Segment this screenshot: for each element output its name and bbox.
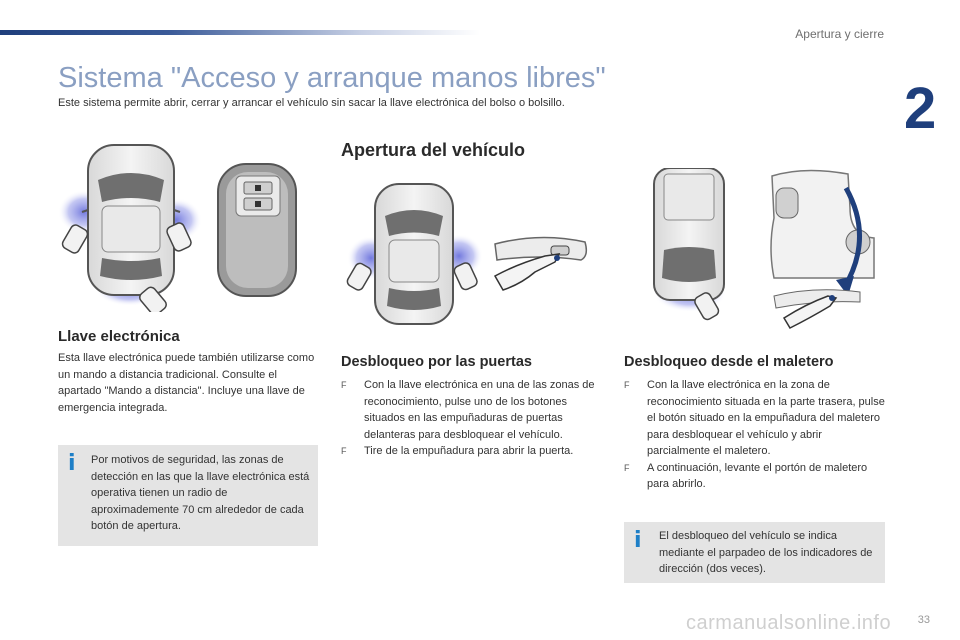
bullet-icon: F [624, 462, 630, 473]
chapter-number: 2 [904, 76, 937, 141]
bullet-icon: F [341, 380, 347, 390]
vehicle-opening-heading: Apertura del vehículo [341, 140, 526, 160]
watermark: carmanualsonline.info [686, 612, 892, 634]
header-accent-bar [0, 30, 480, 35]
boot-unlock-heading: Desbloqueo desde el maletero [624, 354, 834, 370]
door-unlock-illustration [345, 180, 595, 330]
unlock-signal-info-text: El desbloqueo del vehículo se indica mediante el parpadeo de los indicadores de dirección (dos veces). [659, 530, 873, 575]
door-unlock-heading: Desbloqueo por las puertas [341, 354, 532, 370]
list-item: F Con la llave electrónica en una de las zonas de reconocimiento, pulse uno de los botones situados en las empuñaduras de puertas delanteras para desbloquear el vehículo. [341, 379, 595, 441]
page-intro: Este sistema permite abrir, cerrar y arrancar el vehículo sin sacar la llave electrónica del bolso o bolsillo. [58, 97, 565, 109]
chapter-title: Apertura y cierre [795, 27, 884, 41]
unlock-signal-info-box [624, 522, 885, 583]
list-item: F Con la llave electrónica en la zona de reconocimiento situada en la parte trasera, pulse el botón situado en la empuñadura del maletero para desbloquear el vehículo y abrir parcialmente el maletero. [624, 379, 885, 457]
security-info-text: Por motivos de seguridad, las zonas de detección en las que la llave electrónica está operativa tienen un radio de aproximademente 70 cm alrededor de cada botón de apertura. [91, 454, 310, 532]
door-handle-icon [495, 237, 586, 290]
list-item: F Tire de la empuñadura para abrir la puerta. [341, 443, 603, 460]
list-item: F A continuación, levante el portón de maletero para abrirlo. [624, 461, 868, 490]
bullet-icon: F [624, 380, 630, 390]
electronic-key-body: Esta llave electrónica puede también utilizarse como un mando a distancia tradicional. Consulte el apartado "Mando a distancia". Incluye una llave de emergencia integrada. [58, 352, 315, 414]
page-title: Sistema "Acceso y arranque manos libres" [58, 62, 606, 94]
electronic-key-heading: Llave electrónica [58, 328, 180, 345]
security-info-box [58, 445, 318, 546]
car-detection-zones-illustration [58, 140, 308, 312]
boot-unlock-illustration [624, 168, 886, 338]
bullet-icon: F [341, 446, 347, 456]
page-number: 33 [917, 614, 930, 626]
info-icon: i [634, 528, 642, 553]
info-icon: i [68, 451, 76, 476]
boot-handle-icon [771, 170, 874, 328]
door-unlock-steps [341, 377, 603, 460]
electronic-key-icon [218, 164, 296, 296]
boot-unlock-steps [624, 377, 886, 493]
